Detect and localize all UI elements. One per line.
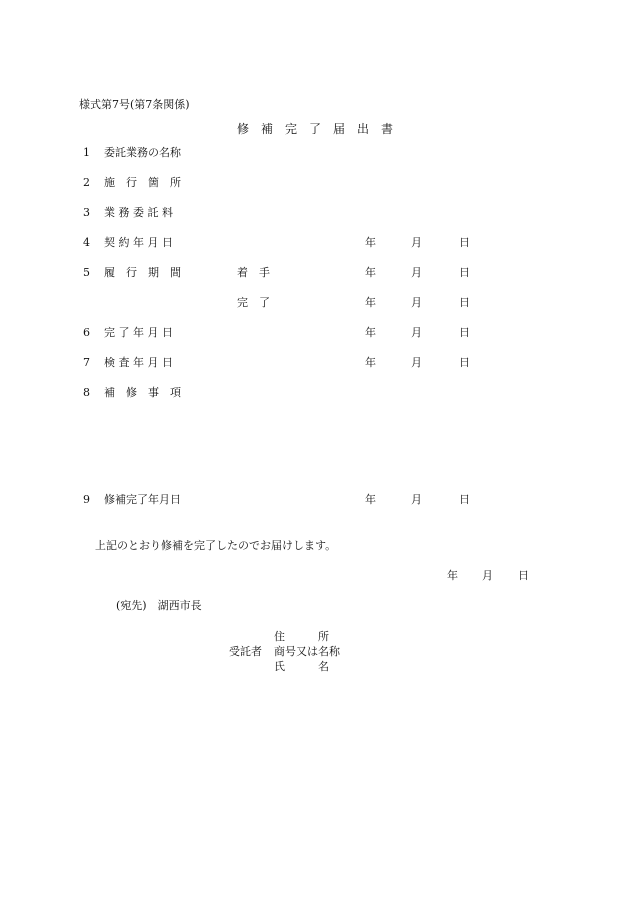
- period-start-label: 着 手: [237, 266, 270, 279]
- item-7-day: 日: [459, 356, 470, 369]
- item-1-number: 1: [83, 146, 90, 159]
- period-end-year: 年: [365, 296, 376, 309]
- contractor-role-label: 受託者: [229, 645, 262, 658]
- statement-text: 上記のとおり修補を完了したのでお届けします。: [95, 539, 337, 552]
- item-9-year: 年: [365, 493, 376, 506]
- item-7-year: 年: [365, 356, 376, 369]
- recipient: (宛先) 湖西市長: [116, 599, 202, 612]
- item-4-number: 4: [83, 236, 90, 249]
- item-5-label: 履 行 期 間: [104, 266, 181, 279]
- item-4-month: 月: [411, 236, 422, 249]
- submission-month: 月: [482, 569, 493, 582]
- item-9-number: 9: [83, 493, 90, 506]
- item-2-label: 施 行 箇 所: [104, 176, 181, 189]
- item-8-number: 8: [83, 386, 90, 399]
- item-7-month: 月: [411, 356, 422, 369]
- item-4-label: 契 約 年 月 日: [104, 236, 173, 249]
- item-6-day: 日: [459, 326, 470, 339]
- item-9-label: 修補完了年月日: [104, 493, 181, 506]
- item-5-number: 5: [83, 266, 90, 279]
- submission-year: 年: [447, 569, 458, 582]
- contractor-company-label: 商号又は名称: [274, 645, 340, 658]
- item-9-day: 日: [459, 493, 470, 506]
- item-2-number: 2: [83, 176, 90, 189]
- item-3-number: 3: [83, 206, 90, 219]
- period-end-day: 日: [459, 296, 470, 309]
- contractor-address-label: 住 所: [274, 630, 329, 643]
- item-6-number: 6: [83, 326, 90, 339]
- period-start-day: 日: [459, 266, 470, 279]
- period-start-year: 年: [365, 266, 376, 279]
- item-4-year: 年: [365, 236, 376, 249]
- period-start-month: 月: [411, 266, 422, 279]
- period-end-label: 完 了: [237, 296, 270, 309]
- item-1-label: 委託業務の名称: [104, 146, 181, 159]
- item-6-year: 年: [365, 326, 376, 339]
- item-4-day: 日: [459, 236, 470, 249]
- form-title: 修 補 完 了 届 出 書: [237, 122, 394, 136]
- item-6-month: 月: [411, 326, 422, 339]
- item-9-month: 月: [411, 493, 422, 506]
- contractor-name-label: 氏 名: [274, 660, 329, 673]
- item-6-label: 完 了 年 月 日: [104, 326, 173, 339]
- period-end-month: 月: [411, 296, 422, 309]
- item-3-label: 業 務 委 託 料: [104, 206, 173, 219]
- item-7-number: 7: [83, 356, 90, 369]
- form-number: 様式第7号(第7条関係): [79, 98, 190, 111]
- item-7-label: 検 査 年 月 日: [104, 356, 173, 369]
- item-8-label: 補 修 事 項: [104, 386, 181, 399]
- submission-day: 日: [518, 569, 529, 582]
